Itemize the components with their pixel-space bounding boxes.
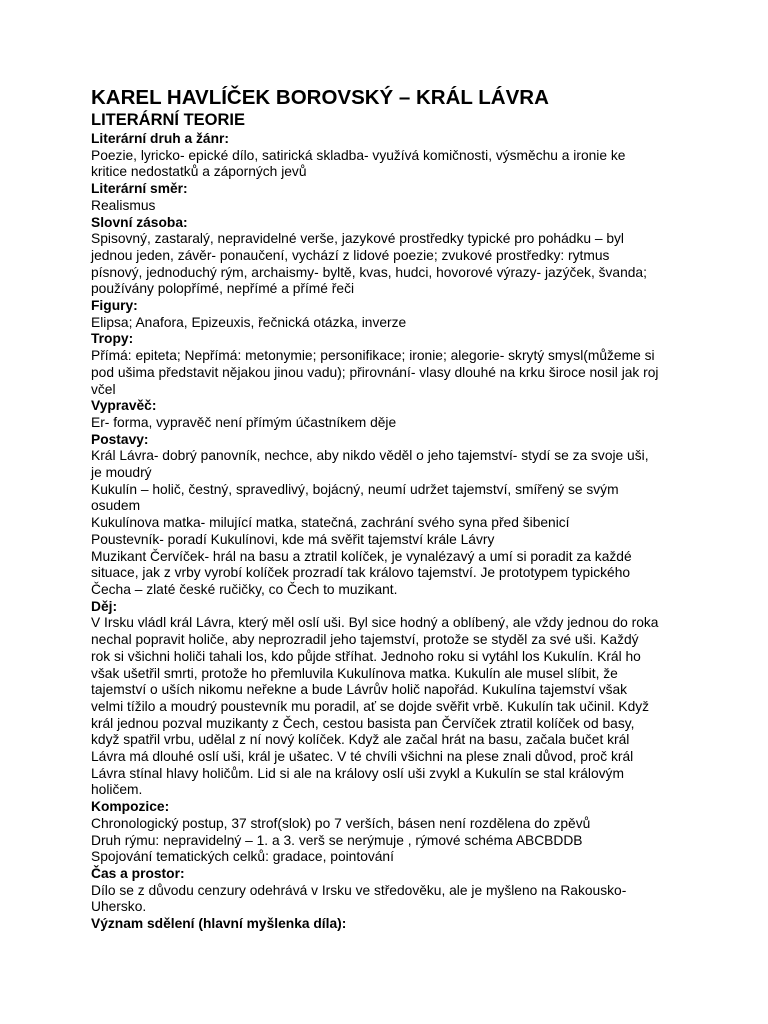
paragraph — [91, 315, 691, 332]
text-line: Muzikant Červíček- hrál na basu a ztratil kolíček, je vynalézavý a umí si poradit za každé — [91, 548, 632, 564]
section — [91, 215, 691, 299]
text-line: Kukulín – holič, čestný, spravedlivý, bojácný, neumí udržet tajemství, smířený se svým — [91, 481, 619, 497]
text-line: Elipsa; Anafora, Epizeuxis, řečnická otázka, inverze — [91, 314, 407, 330]
text-line: Kukulínova matka- milující matka, statečná, zachrání svého syna před šibenicí — [91, 515, 570, 531]
text-line: Uhersko. — [91, 899, 147, 915]
section — [91, 398, 691, 431]
paragraph — [91, 482, 691, 515]
paragraph — [91, 348, 691, 398]
text-line: tajemství o uších nikomu neřekne a bude Lávrův holič napořád. Kukulína tajemství však — [91, 682, 628, 698]
section-heading: Tropy: — [91, 331, 134, 347]
text-line: kritice nedostatků a záporných jevů — [91, 164, 307, 180]
paragraph — [91, 883, 691, 916]
text-line: Er- forma, vypravěč není přímým účastníkem děje — [91, 414, 397, 430]
paragraph — [91, 198, 691, 215]
paragraph — [91, 148, 691, 181]
text-line: Lávra stínal hlavy holičům. Lid si ale na královy oslí uši zvykl a Kukulín se stal královým — [91, 765, 624, 781]
text-line: V Irsku vládl král Lávra, který měl oslí uši. Byl sice hodný a oblíbený, ale vždy jednou do roka — [91, 615, 659, 631]
section-heading: Význam sdělení (hlavní myšlenka díla): — [91, 916, 347, 932]
section — [91, 432, 691, 599]
text-line: písnový, jednoduchý rým, archaismy- byltě, kvas, hudci, hovorové výrazy- jazýček, švanda; — [91, 264, 647, 280]
text-line: Realismus — [91, 197, 156, 213]
text-line: Král Lávra- dobrý panovník, nechce, aby nikdo věděl o jeho tajemství- stydí se za svoje uši, — [91, 448, 649, 464]
paragraph — [91, 515, 691, 532]
text-line: Poezie, lyricko- epické dílo, satirická skladba- využívá komičnosti, výsměchu a ironie ke — [91, 147, 626, 163]
section-heading: Kompozice: — [91, 799, 170, 815]
text-line: situace, jak z vrby vyrobí kolíček prozradí tak královo tajemství. Je prototypem typického — [91, 565, 631, 581]
section — [91, 181, 691, 214]
text-line: nechal popravit holiče, aby neprozradil jeho tajemství, protože se styděl za své uši. Každý — [91, 632, 639, 648]
section — [91, 599, 691, 799]
text-line: pod ušima představit nějakou jinou vadu); přirovnání- vlasy dlouhé na krku široce nosil jak roj — [91, 364, 659, 380]
section-heading: Slovní zásoba: — [91, 214, 188, 230]
text-line: je moudrý — [91, 465, 152, 481]
section — [91, 331, 691, 398]
section — [91, 131, 691, 181]
paragraph — [91, 816, 691, 833]
text-line: král jednou pozval muzikanty z Čech, cestou basista pan Červíček ztratil kolíček od basy, — [91, 715, 635, 731]
document-subtitle: LITERÁRNÍ TEORIE — [91, 111, 246, 129]
text-line: rok si všichni holiči tahali los, kdo půjde stříhat. Jednoho roku si vytáhl los Kukulín. Král ho — [91, 648, 641, 664]
section-heading: Děj: — [91, 598, 118, 614]
text-line: však ušetřil smrti, protože ho přemluvila Kukulínova matka. Kukulín ale musel slíbit, že — [91, 665, 618, 681]
section — [91, 298, 691, 331]
section-heading: Literární směr: — [91, 181, 188, 197]
section-heading: Literární druh a žánr: — [91, 131, 229, 146]
text-line: Lávra má dlouhé oslí uši, král je ušatec. V té chvíli všichni na plese znali důvod, proč král — [91, 749, 634, 765]
paragraph — [91, 849, 691, 866]
text-line: velmi tížilo a moudrý poustevník mu poradil, ať se dojde svěřit vrbě. Kukulín tak učinil. Když — [91, 698, 650, 714]
text-line: Druh rýmu: nepravidelný – 1. a 3. verš se nerýmuje , rýmové schéma ABCBDDB — [91, 832, 583, 848]
text-line: když spatřil vrbu, udělal z ní nový kolíček. Když ale začal hrát na basu, začala bučet král — [91, 732, 630, 748]
paragraph — [91, 231, 691, 298]
section — [91, 916, 691, 933]
section-heading: Postavy: — [91, 431, 149, 447]
document-title: KAREL HAVLÍČEK BOROVSKÝ – KRÁL LÁVRA — [91, 86, 549, 109]
section-heading: Vypravěč: — [91, 398, 157, 414]
section-heading: Čas a prostor: — [91, 865, 185, 881]
text-line: Spisovný, zastaralý, nepravidelné verše, jazykové prostředky typické pro pohádku – byl — [91, 231, 624, 247]
document-page — [91, 86, 691, 933]
text-line: Čecha – zlaté české ručičky, co Čech to muzikant. — [91, 581, 398, 597]
text-line: Přímá: epiteta; Nepřímá: metonymie; personifikace; ironie; alegorie- skrytý smysl(můžeme si — [91, 348, 655, 364]
paragraph — [91, 833, 691, 850]
paragraph — [91, 549, 691, 599]
text-line: včel — [91, 381, 116, 397]
paragraph — [91, 532, 691, 549]
text-line: osudem — [91, 498, 141, 514]
text-line: holičem. — [91, 782, 143, 798]
paragraph — [91, 415, 691, 432]
section — [91, 799, 691, 866]
text-line: Dílo se z důvodu cenzury odehrává v Irsku ve středověku, ale je myšleno na Rakousko- — [91, 882, 627, 898]
paragraph — [91, 448, 691, 481]
text-line: používány polopřímé, nepřímé a přímé řeči — [91, 281, 355, 297]
text-line: Spojování tematických celků: gradace, pointování — [91, 849, 394, 865]
text-line: Chronologický postup, 37 strof(slok) po 7 verších, básen není rozdělena do zpěvů — [91, 815, 591, 831]
text-line: Poustevník- poradí Kukulínovi, kde má svěřit tajemství krále Lávry — [91, 531, 495, 547]
text-line: jednou jeden, závěr- ponaučení, vychází z lidové poezie; zvukové prostředky: rytmus — [91, 247, 610, 263]
section-heading: Figury: — [91, 298, 138, 314]
paragraph — [91, 615, 691, 799]
sections-container — [91, 131, 691, 933]
section — [91, 866, 691, 916]
